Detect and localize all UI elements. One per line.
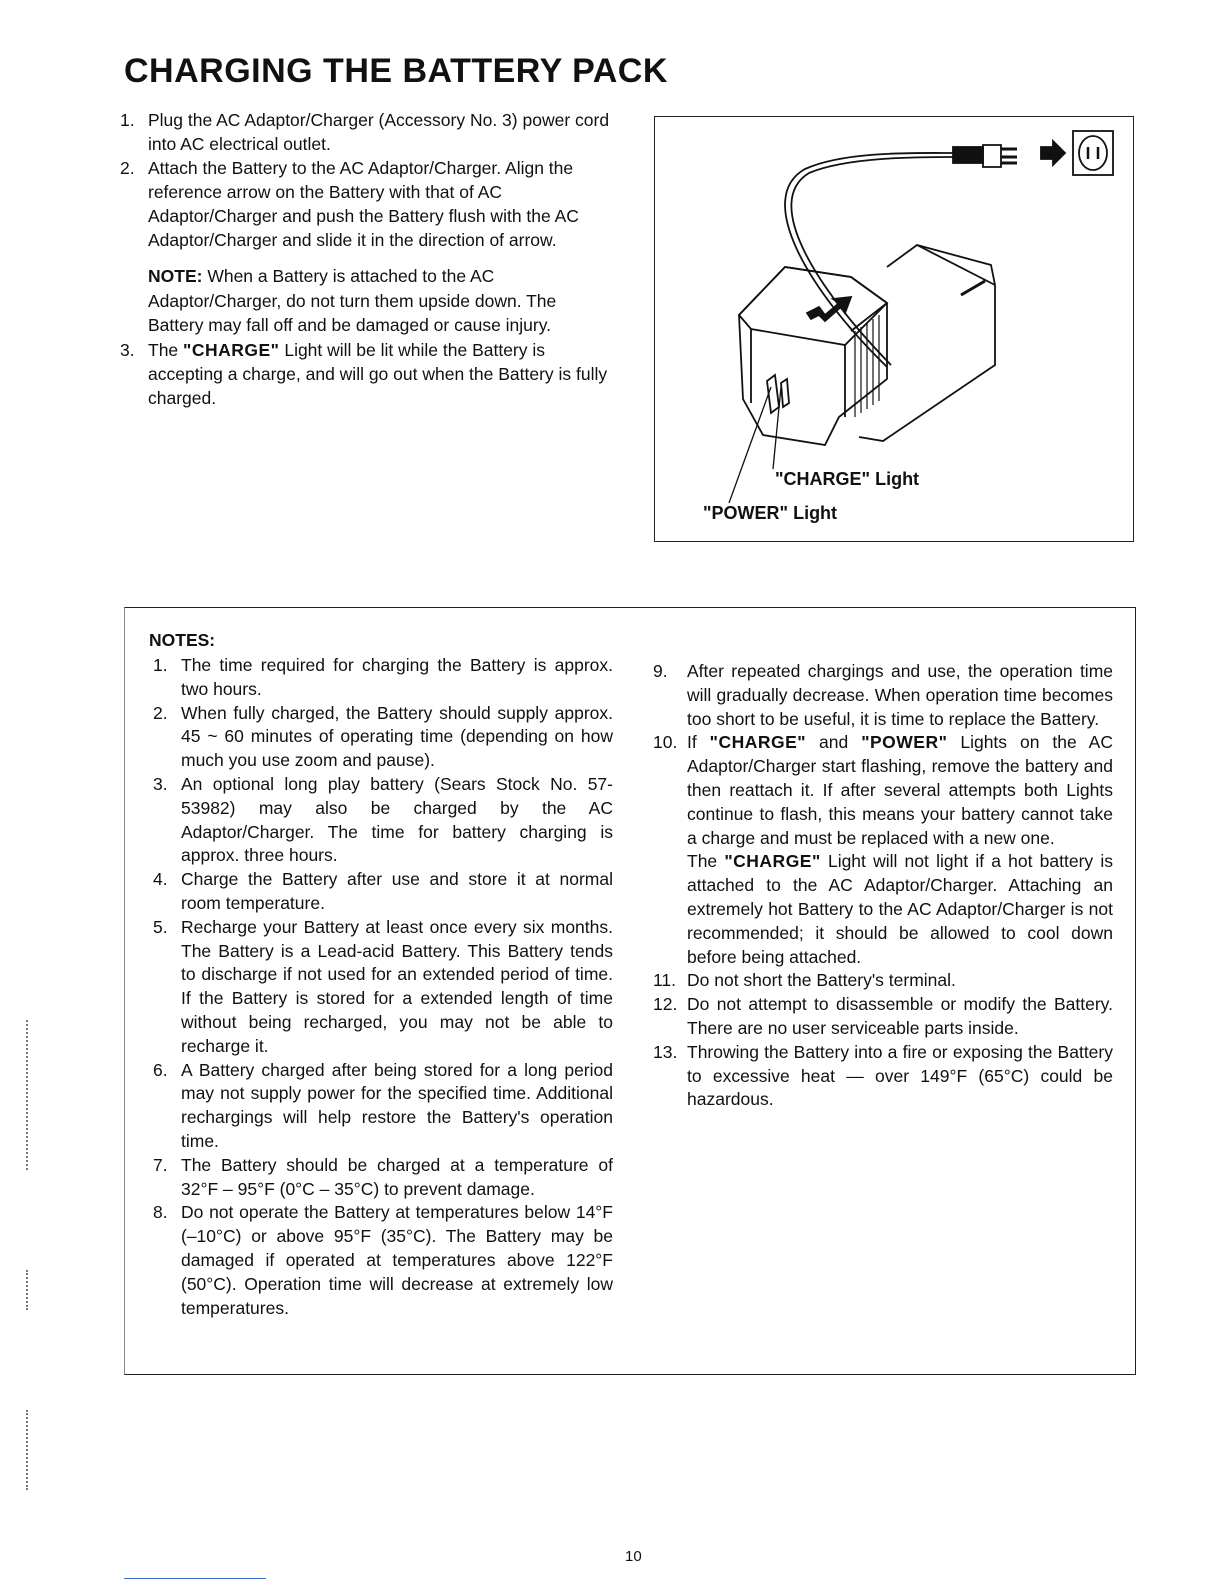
power-leader-line	[729, 387, 771, 503]
notes-left-column	[153, 654, 613, 1320]
power-keyword: "POWER"	[861, 732, 948, 753]
arrow-icon	[1041, 141, 1065, 165]
step-3	[120, 338, 610, 410]
charge-light-label: "CHARGE" Light	[775, 469, 920, 489]
notes-right-column	[653, 660, 1113, 1112]
note-item-12: 12. Do not attempt to disassemble or modify the Battery. There are no user serviceable parts inside.	[653, 994, 1113, 1038]
note-item-4: 4. Charge the Battery after use and store it at normal room temperature.	[153, 869, 613, 913]
charge-leader-line	[773, 387, 781, 469]
note-item-11: 11. Do not short the Battery's terminal.	[653, 970, 956, 991]
charge-keyword: "CHARGE"	[724, 851, 821, 872]
power-cord	[785, 153, 955, 367]
scan-margin-dots	[26, 1270, 34, 1310]
instruction-steps	[120, 108, 610, 410]
page-number: 10	[625, 1548, 642, 1565]
note-item-2: 2. When fully charged, the Battery should supply approx. 45 ~ 60 minutes of operating time (depending on how much you use zoom and pause).	[153, 702, 613, 771]
note-item-9: 9. After repeated chargings and use, the operation time will gradually decrease. When operation time becomes too short to be useful, it is time to replace the Battery.	[653, 661, 1113, 729]
caution-note	[120, 264, 610, 338]
battery-pack	[739, 267, 887, 445]
note-item-3: 3. An optional long play battery (Sears Stock No. 57-53982) may also be charged by the AC Adaptor/Charger. The time for battery charging is approx. three hours.	[153, 773, 613, 866]
scan-margin-dots	[26, 1020, 34, 1170]
power-light-indicator	[781, 379, 789, 407]
step-1	[120, 108, 610, 156]
power-light-label: "POWER" Light	[703, 503, 838, 523]
note-text: When a Battery is attached to the AC Adaptor/Charger, do not turn them upside down. The Battery may fall off and be damaged or cause injury.	[148, 266, 557, 335]
bottom-rule	[124, 1578, 266, 1579]
notes-box	[124, 607, 1136, 1375]
note-item-10-continued: The "CHARGE" Light will not light if a hot battery is attached to the AC Adaptor/Charger. Attaching an extremely hot Battery to the AC Adaptor/Charger is not recommended; it should be allowed to cool down before being attached.	[687, 851, 1113, 967]
step-text: Attach the Battery to the AC Adaptor/Charger. Align the reference arrow on the Battery with that of AC Adaptor/Charger and push the Battery flush with the AC Adaptor/Charger and slide it in the direction of arrow.	[148, 158, 579, 250]
charge-keyword: "CHARGE"	[183, 339, 280, 360]
step-text: The "CHARGE" Light will be lit while the Battery is accepting a charge, and will go out when the Battery is fully charged.	[148, 339, 608, 408]
step-text: Plug the AC Adaptor/Charger (Accessory No. 3) power cord into AC electrical outlet.	[148, 110, 610, 154]
step-2	[120, 156, 610, 252]
note-item-8: 8. Do not operate the Battery at temperatures below 14°F (–10°C) or above 95°F (35°C). The Battery may be damaged if operated at temperatures above 122°F (50°C). Operation time will decrease at extremely low temperatures.	[153, 1202, 613, 1318]
page-title: CHARGING THE BATTERY PACK	[124, 52, 668, 90]
note-item-6: 6. A Battery charged after being stored for a long period may not supply power for the specified time. Additional rechargings will help restore the Battery's operation time.	[153, 1059, 613, 1151]
charge-keyword: "CHARGE"	[709, 732, 807, 753]
step-number: 3.	[120, 339, 135, 360]
notes-heading: NOTES:	[149, 630, 216, 650]
plug-body	[953, 147, 983, 163]
charger-illustration	[654, 116, 1134, 542]
step-number: 2.	[120, 158, 135, 178]
step-number: 1.	[120, 110, 135, 130]
note-item-5: 5. Recharge your Battery at least once every six months. The Battery is a Lead-acid Battery. This Battery tends to discharge if not used for an extended period of time. If the Battery is stored for a extended length of time without being recharged, you may not be able to recharge it.	[153, 916, 613, 1056]
plug-prongs	[1001, 149, 1017, 163]
note-item-1: 1. The time required for charging the Battery is approx. two hours.	[153, 655, 613, 699]
note-item-7: 7. The Battery should be charged at a temperature of 32°F – 95°F (0°C – 35°C) to prevent damage.	[153, 1154, 613, 1199]
note-item-13: 13. Throwing the Battery into a fire or exposing the Battery to excessive heat — over 149°F (65°C) could be hazardous.	[653, 1041, 1113, 1110]
note-item-10: 10. If "CHARGE" and "POWER" Lights on the AC Adaptor/Charger start flashing, remove the battery and then reattach it. If after several attempts both Lights continue to flash, this means your battery cannot take a charge and must be replaced with a new one.	[653, 732, 1113, 848]
scan-margin-dots	[26, 1410, 34, 1490]
note-label: NOTE:	[148, 266, 203, 286]
